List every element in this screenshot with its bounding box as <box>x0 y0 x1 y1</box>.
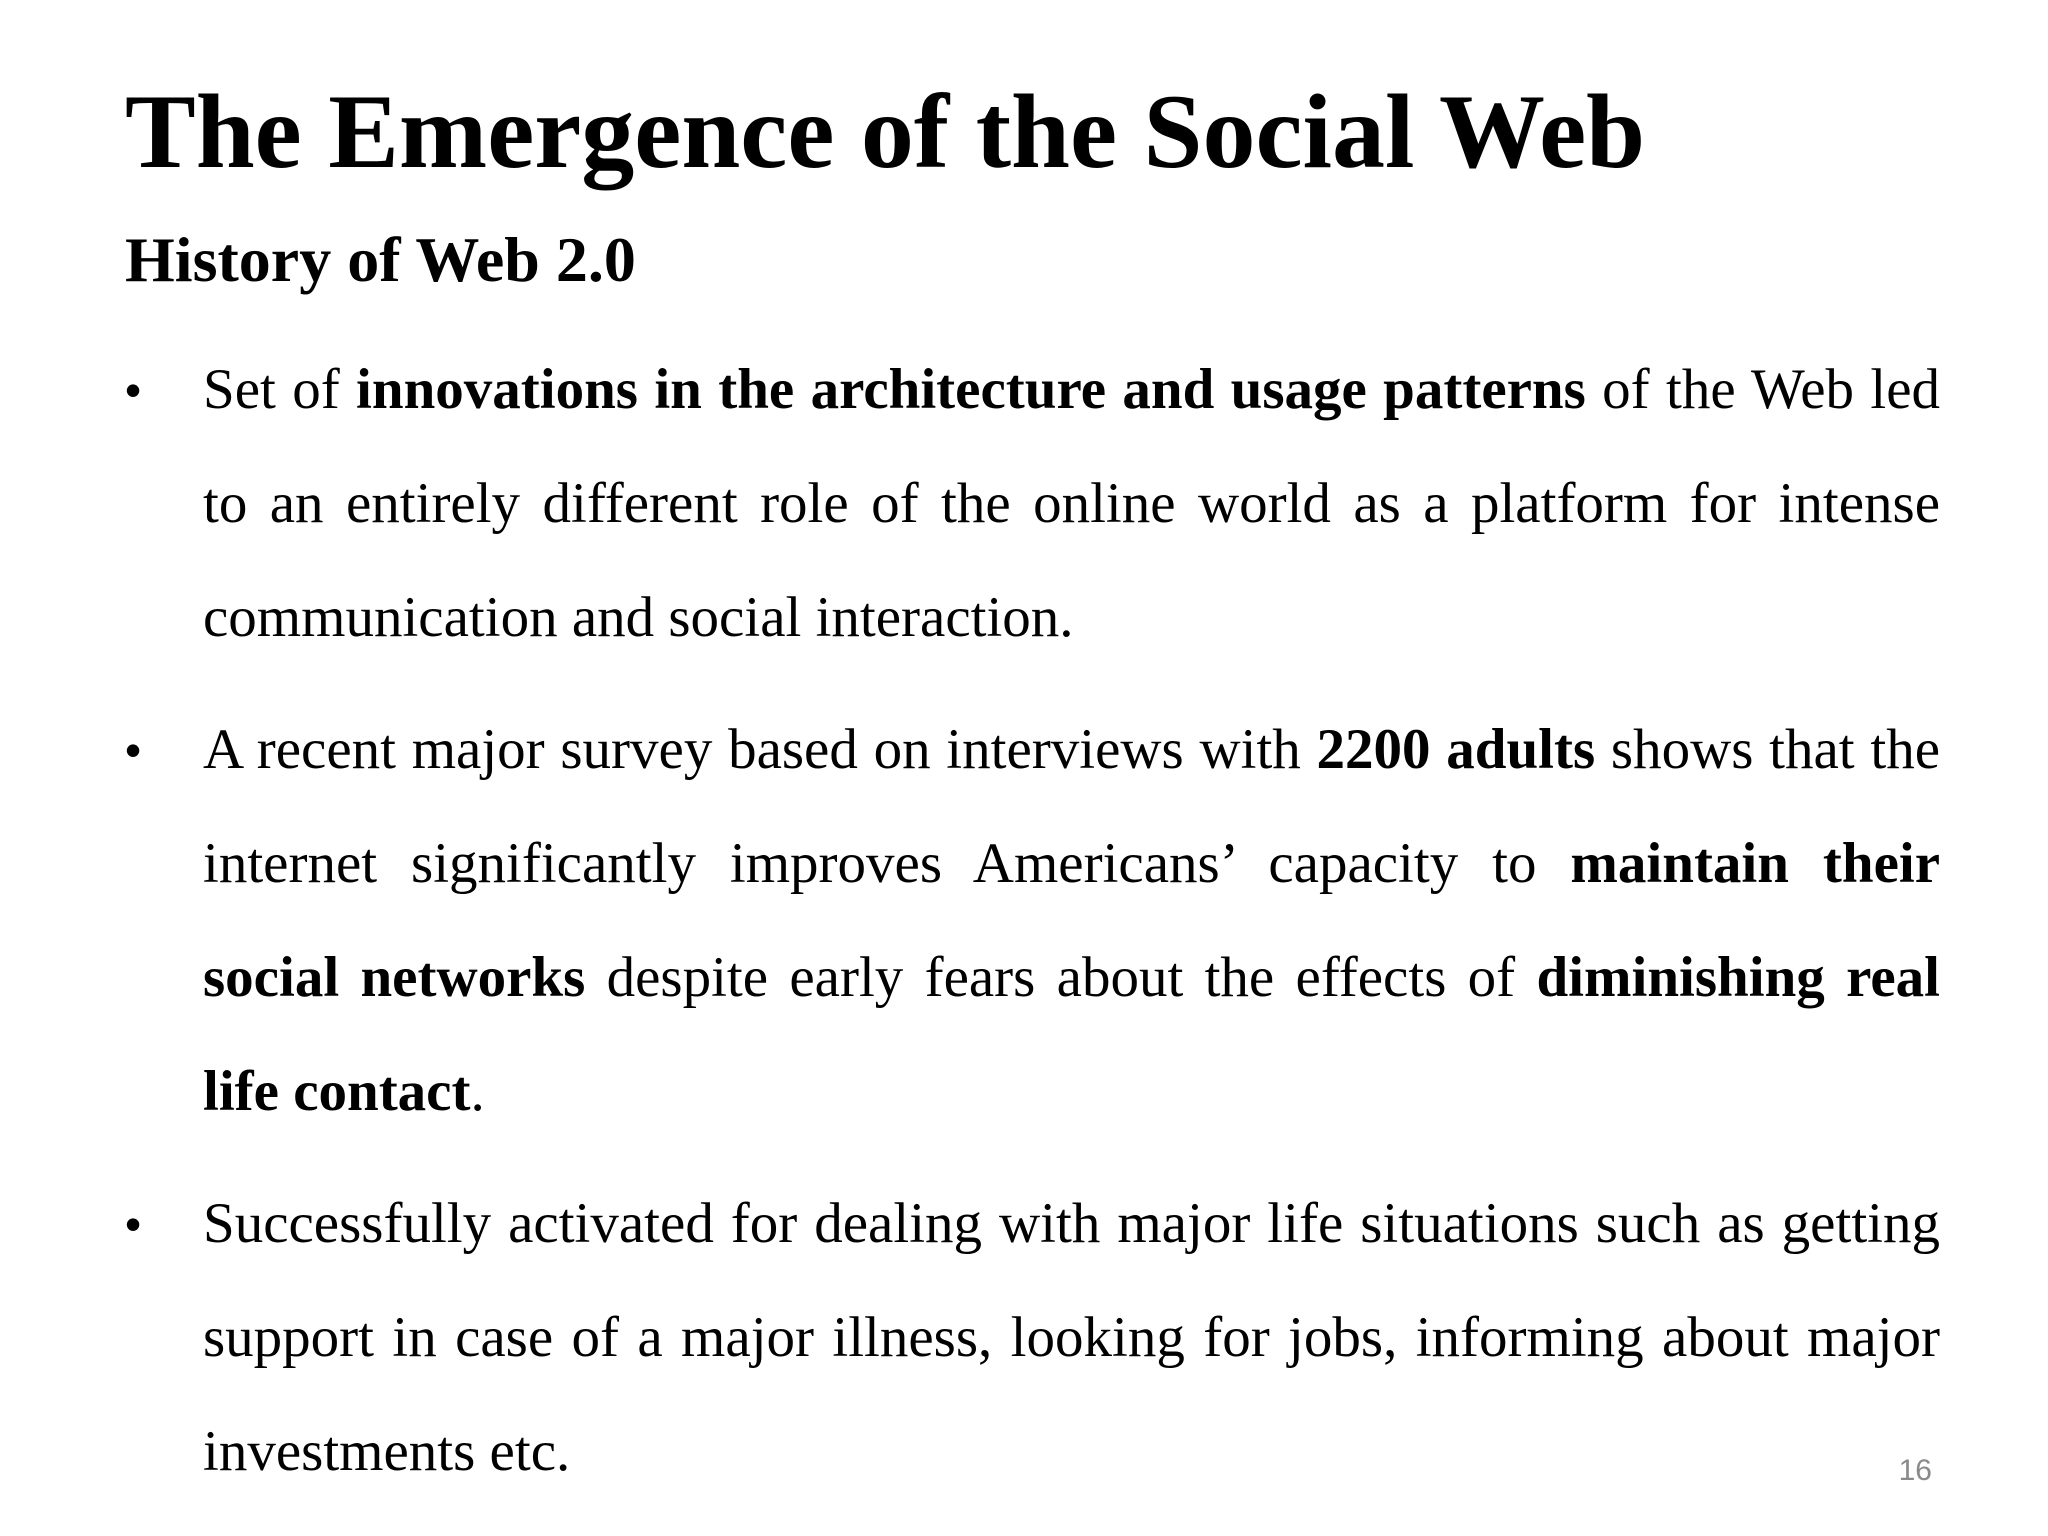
text-segment: . <box>470 1060 485 1123</box>
text-segment: despite early fears about the effects of <box>585 946 1537 1009</box>
bold-text-segment: innovations in the architecture and usage patterns <box>356 358 1586 421</box>
bold-text-segment: maintain their social networks <box>203 832 1940 1009</box>
bullet-item <box>125 693 1940 1149</box>
text-segment: Set of <box>203 358 357 421</box>
slide-subtitle: History of Web 2.0 <box>125 224 636 295</box>
page-number: 16 <box>1898 1454 1932 1487</box>
slide-title: The Emergence of the Social Web <box>125 73 1646 190</box>
bullet-item <box>125 1167 1940 1509</box>
bold-text-segment: 2200 adults <box>1316 718 1596 781</box>
bullet-list <box>125 333 1940 1527</box>
text-segment: shows that the internet significantly improves Americans’ capacity to <box>203 718 1941 895</box>
bullet-item <box>125 333 1940 675</box>
text-segment: A recent major survey based on interviews with <box>203 718 1317 781</box>
bullet-text <box>203 718 1940 1123</box>
bullet-point-icon: • <box>125 1198 142 1250</box>
bullet-text <box>203 358 1940 649</box>
bullet-point-icon: • <box>125 724 142 776</box>
bold-text-segment: diminishing real life contact <box>203 946 1941 1123</box>
text-segment: Successfully activated for dealing with major life situations such as getting support in case of a major illness, looking for jobs, informing about major investments etc. <box>203 1192 1940 1483</box>
text-segment: of the Web led to an entirely different role of the online world as a platform for intense communication and social interaction. <box>203 358 1940 649</box>
bullet-text <box>203 1192 1940 1483</box>
bullet-point-icon: • <box>125 364 142 416</box>
